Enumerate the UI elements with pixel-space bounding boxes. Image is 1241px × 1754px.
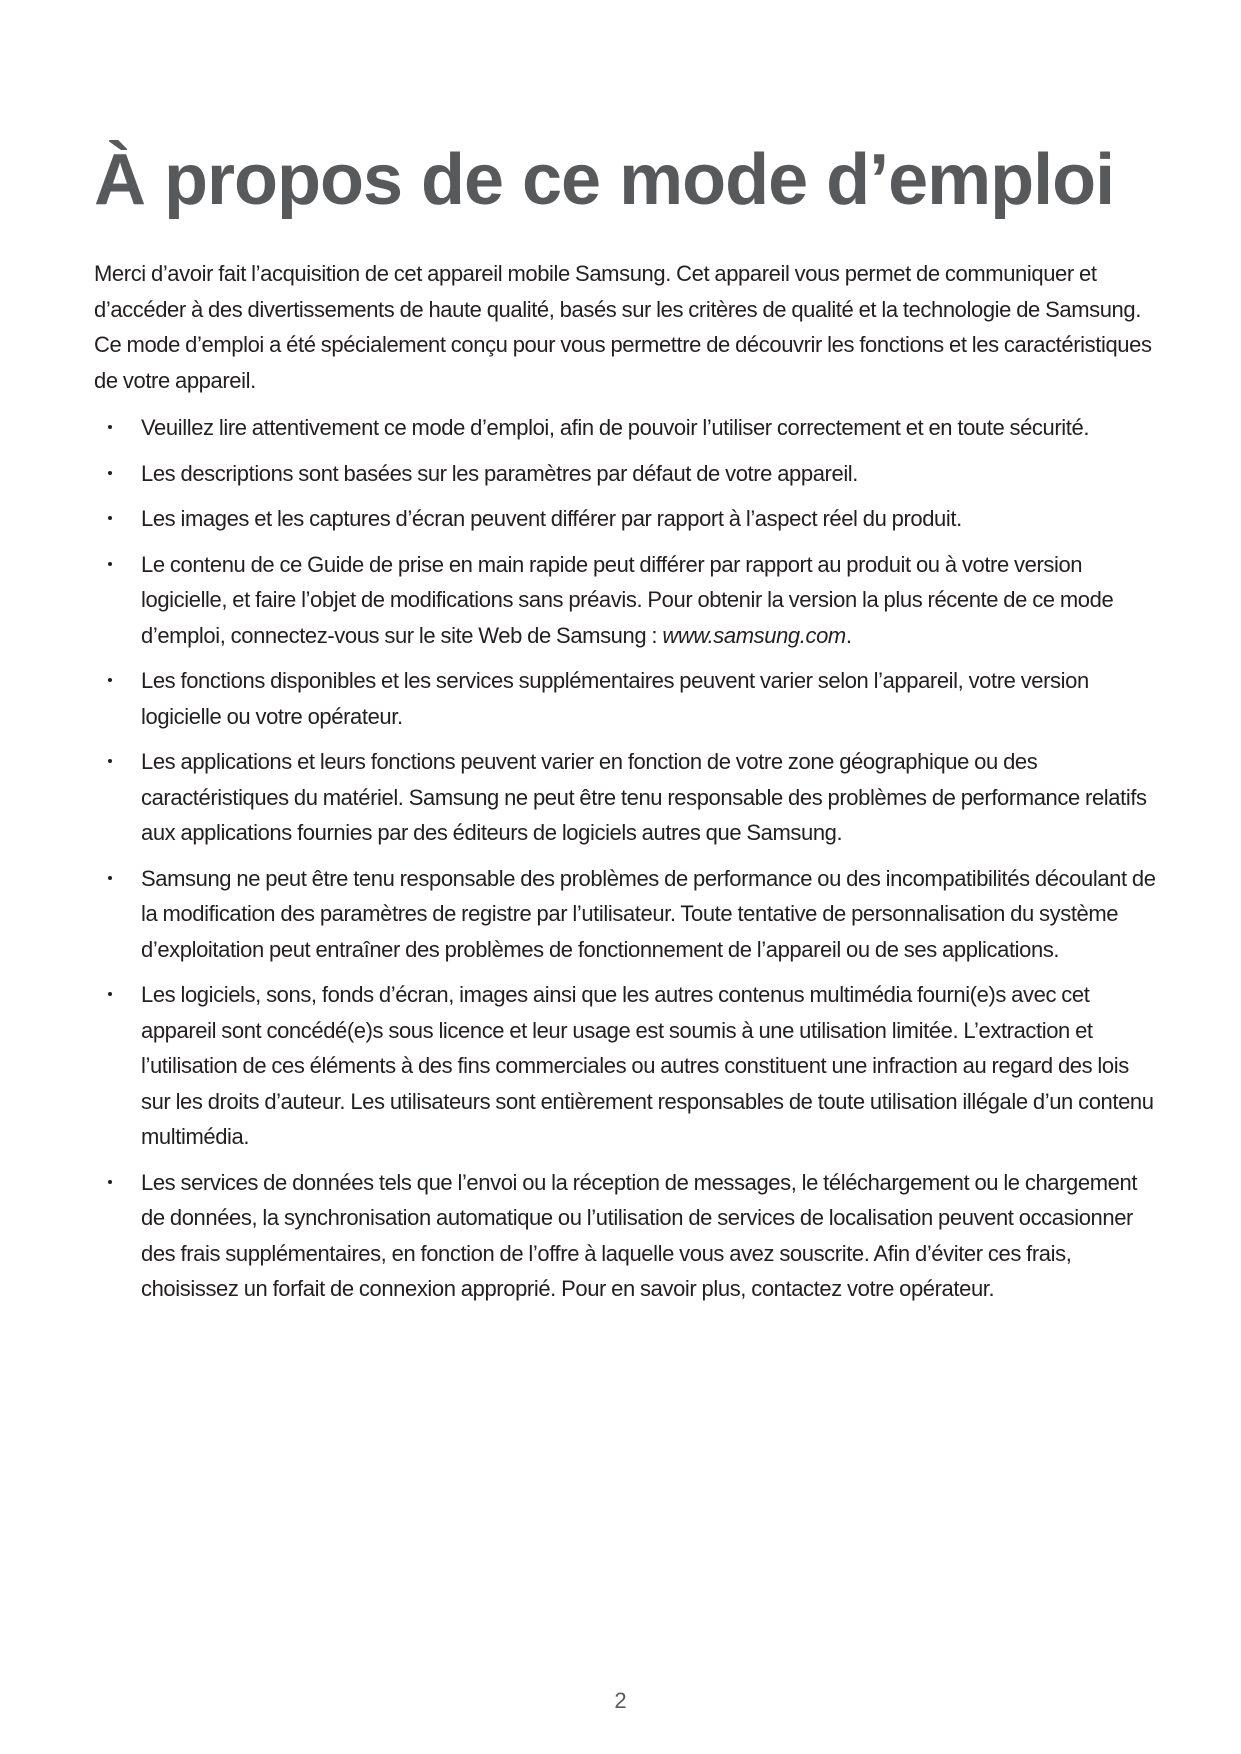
list-item-text: Les services de données tels que l’envoi ou la réception de messages, le téléchargement ou le chargement de données, la synchronisation automatique ou l’utilisation de services de localisation peuvent occasionner des frais supplémentaires, en fonction de l’offre à laquelle vous avez souscrite. Afin d’éviter ces frais, choisissez un forfait de connexion approprié. Pour en savoir plus, contactez votre opérateur.	[141, 1169, 1138, 1301]
list-item-text: Le contenu de ce Guide de prise en main rapide peut différer par rapport au produit ou à votre version logicielle, et faire l’objet de modifications sans préavis. Pour obtenir la version la plus récente de ce mode d’emploi, connectez-vous sur le site Web de Samsung :	[141, 551, 1114, 648]
list-item	[94, 547, 1160, 654]
list-item-text: Les applications et leurs fonctions peuvent varier en fonction de votre zone géographique ou des caractéristiques du matériel. Samsung ne peut être tenu responsable des problèmes de performance relatifs aux applications fournies par des éditeurs de logiciels autres que Samsung.	[141, 749, 1147, 845]
guidelines-list	[94, 410, 1160, 1317]
bullet-icon	[108, 1180, 112, 1184]
list-item	[94, 861, 1160, 968]
bullet-icon	[108, 425, 112, 429]
url-suffix: .	[845, 622, 852, 648]
list-item	[94, 456, 1160, 492]
list-item-text: Veuillez lire attentivement ce mode d’emploi, afin de pouvoir l’utiliser correctement et en toute sécurité.	[141, 415, 1090, 440]
list-item-text: Les logiciels, sons, fonds d’écran, images ainsi que les autres contenus multimédia fourni(e)s avec cet appareil sont concédé(e)s sous licence et leur usage est soumis à une utilisation limitée. L’extraction et l’utilisation de ces éléments à des fins commerciales ou autres constituent une infraction au regard des lois sur les droits d’auteur. Les utilisateurs sont entièrement responsables de toute utilisation illégale d’un contenu multimédia.	[141, 982, 1154, 1149]
list-item-text: Les images et les captures d’écran peuvent différer par rapport à l’aspect réel du produit.	[141, 506, 962, 531]
bullet-icon	[108, 992, 112, 996]
list-item	[94, 501, 1160, 537]
samsung-website-link[interactable]: www.samsung.com	[662, 622, 846, 648]
bullet-icon	[108, 759, 112, 763]
bullet-icon	[108, 516, 112, 520]
page-number: 2	[614, 1688, 627, 1713]
list-item-text: Samsung ne peut être tenu responsable des problèmes de performance ou des incompatibilités découlant de la modification des paramètres de registre par l’utilisateur. Toute tentative de personnalisation du système d’exploitation peut entraîner des problèmes de fonctionnement de l’appareil ou de ses applications.	[141, 865, 1156, 962]
list-item	[94, 744, 1160, 851]
page-title: À propos de ce mode d’emploi	[94, 140, 1115, 220]
intro-paragraph: Merci d’avoir fait l’acquisition de cet appareil mobile Samsung. Cet appareil vous permet de communiquer et d’accéder à des divertissements de haute qualité, basés sur les critères de qualité et la technologie de Samsung. Ce mode d’emploi a été spécialement conçu pour vous permettre de découvrir les fonctions et les caractéristiques de votre appareil.	[94, 261, 1152, 393]
list-item	[94, 977, 1160, 1155]
bullet-icon	[108, 876, 112, 880]
list-item-text: Les fonctions disponibles et les services supplémentaires peuvent varier selon l’appareil, votre version logicielle ou votre opérateur.	[141, 668, 1089, 729]
bullet-icon	[108, 678, 112, 682]
bullet-icon	[108, 471, 112, 475]
list-item	[94, 1165, 1160, 1307]
bullet-icon	[108, 562, 112, 566]
list-item-text: Les descriptions sont basées sur les paramètres par défaut de votre appareil.	[141, 460, 859, 486]
list-item	[94, 410, 1160, 446]
list-item	[94, 663, 1160, 734]
